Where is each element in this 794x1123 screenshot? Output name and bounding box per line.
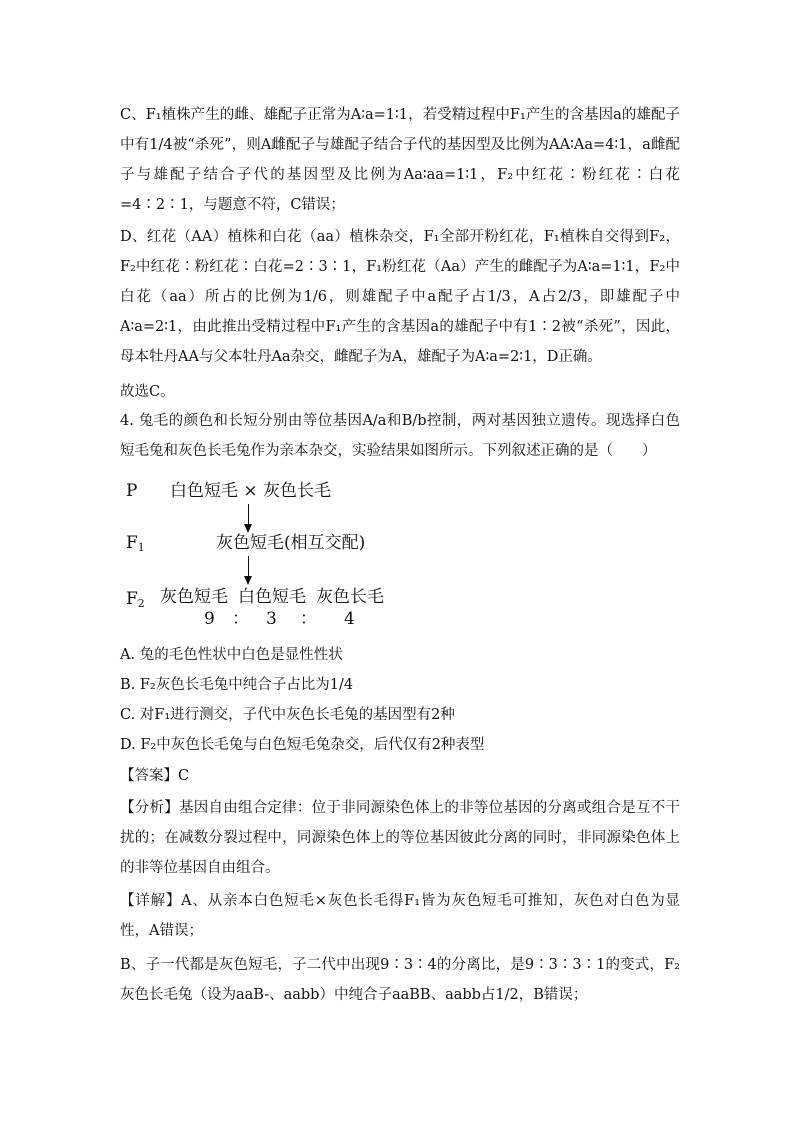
- answer-line: 【答案】C: [120, 768, 190, 784]
- parents-cross: 白色短毛 × 灰色长毛: [170, 481, 332, 501]
- ratio-9: 9: [204, 609, 215, 629]
- f2-generation-label: $F_2$: [126, 589, 145, 610]
- ratio-colon-2: ：: [300, 609, 317, 629]
- genetic-cross-diagram: [120, 470, 420, 640]
- option-d: D. F₂中灰色长毛兔与白色短毛兔杂交，后代仅有2种表型: [120, 737, 485, 753]
- f2-phenotype-white-short: 白色短毛: [238, 587, 306, 607]
- ratio-3: 3: [266, 609, 277, 629]
- f1-phenotype: 灰色短毛(相互交配): [216, 533, 366, 553]
- f2-phenotype-gray-short: 灰色短毛: [160, 587, 228, 607]
- option-c: C. 对F₁进行测交，子代中灰色长毛兔的基因型有2种: [120, 707, 455, 723]
- analysis-paragraph: 【分析】基因自由组合定律：位于非同源染色体上的非等位基因的分离或组合是互不干扰的；在减数分裂过程中，同源染色体上的等位基因彼此分离的同时，非同源染色体上的非等位基因自由组合。: [120, 800, 680, 876]
- paragraph-option-d-explanation: D、红花（AA）植株和白花（aa）植株杂交，F₁全部开粉红花，F₁植株自交得到F₂，F₂中红花∶粉红花∶白花=2∶3∶1，F₁粉红花（Aa）产生的雌配子为A∶a=1∶1，F₂中白花（aa）所占的比例为1/6，则雄配子中a配子占1/3，A占2/3，即雄配子中A∶a=2∶1，由此推出受精过程中F₁产生的含基因a的雄配子中有1∶2被“杀死”，因此，母本牡丹AA与父本牡丹Aa杂交，雌配子为A，雄配子为A∶a=2∶1，D正确。: [120, 229, 680, 365]
- ratio-4: 4: [344, 609, 355, 629]
- option-a: A. 兔的毛色性状中白色是显性性状: [120, 647, 343, 663]
- arrow-head-f1-to-f2: [244, 576, 252, 585]
- f2-phenotype-gray-long: 灰色长毛: [316, 587, 384, 607]
- question-4-stem: 4. 兔毛的颜色和长短分别由等位基因A/a和B/b控制，两对基因独立遗传。现选择白色短毛兔和灰色长毛兔作为亲本杂交，实验结果如图所示。下列叙述正确的是（ ）: [120, 413, 680, 459]
- paragraph-option-c-explanation: C、F₁植株产生的雌、雄配子正常为A∶a=1∶1，若受精过程中F₁产生的含基因a的雄配子中有1/4被“杀死”，则A雌配子与雄配子结合子代的基因型及比例为AA∶Aa=4∶1，a雌配子与雄配子结合子代的基因型及比例为Aa∶aa=1∶1，F₂中红花∶粉红花∶白花=4∶2∶1，与题意不符，C错误；: [120, 107, 680, 213]
- arrow-p-to-f1: [248, 504, 249, 526]
- detail-option-a: 【详解】A、从亲本白色短毛×灰色长毛得F₁皆为灰色短毛可推知，灰色对白色为显性，A错误；: [120, 893, 680, 939]
- p-generation-label: P: [126, 481, 138, 501]
- arrow-f1-to-f2: [248, 556, 249, 578]
- ratio-colon-1: ：: [232, 609, 249, 629]
- f1-generation-label: $F_1$: [126, 533, 145, 554]
- choose-answer-line: 故选C。: [120, 384, 175, 400]
- option-b: B. F₂灰色长毛兔中纯合子占比为1/4: [120, 677, 354, 693]
- detail-option-b: B、子一代都是灰色短毛，子二代中出现9∶3∶4的分离比，是9∶3∶3∶1的变式，F₂灰色长毛兔（设为aaB-、aabb）中纯合子aaBB、aabb占1/2，B错误；: [120, 957, 680, 1003]
